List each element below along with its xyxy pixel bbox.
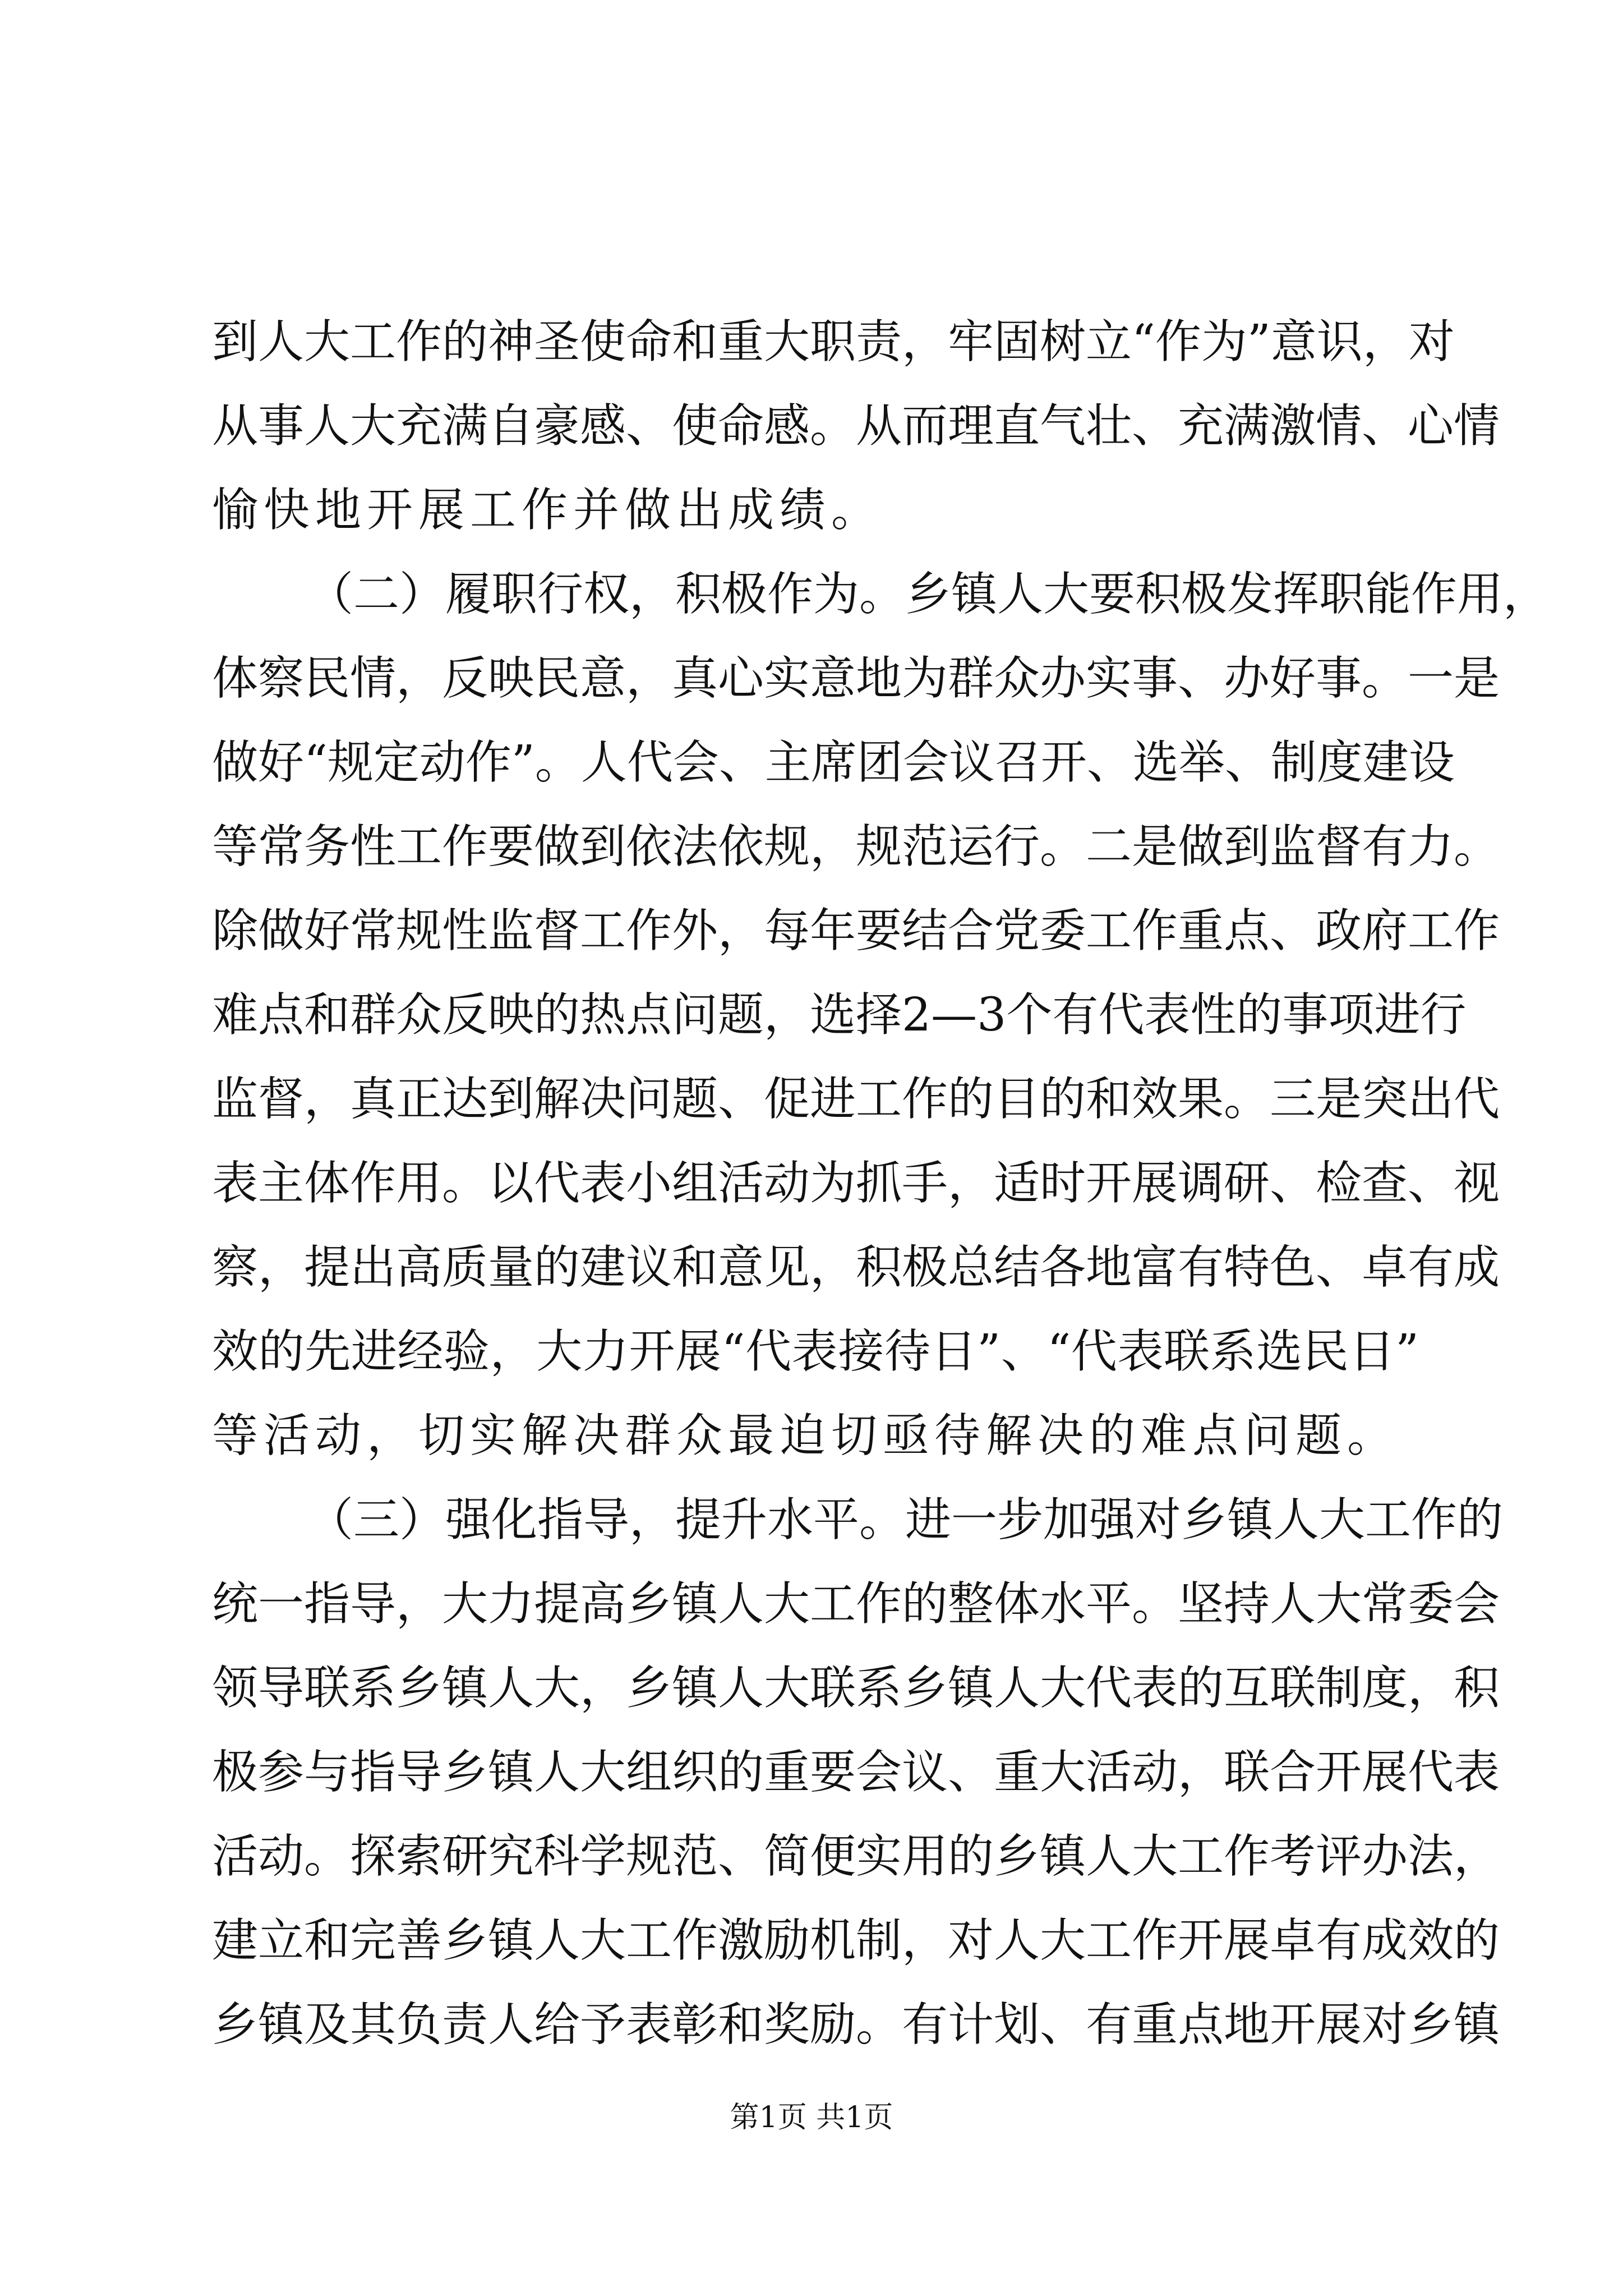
text-line: 建立和完善乡镇人大工作激励机制，对人大工作开展卓有成效的 (212, 1914, 1500, 1967)
text-line: 乡镇及其负责人给予表彰和奖励。有计划、有重点地开展对乡镇 (212, 1998, 1500, 2051)
text-line: 统一指导，大力提高乡镇人大工作的整体水平。坚持人大常委会 (212, 1577, 1500, 1631)
text-line: 除做好常规性监督工作外，每年要结合党委工作重点、政府工作 (212, 904, 1500, 958)
text-line: 活动。探索研究科学规范、简便实用的乡镇人大工作考评办法， (212, 1830, 1500, 1883)
text-line: 到人大工作的神圣使命和重大职责，牢固树立“作为”意识，对 (212, 315, 1455, 369)
page-footer: 第1页 共1页 (730, 2101, 893, 2134)
text-line: 等活动，切实解决群众最迫切亟待解决的难点问题。 (212, 1409, 1399, 1462)
text-line: 难点和群众反映的热点问题，选择2—3个有代表性的事项进行 (212, 988, 1467, 1042)
paragraph-start-line: （二）履职行权，积极作为。乡镇人大要积极发挥职能作用， (307, 568, 1550, 621)
text-line: 从事人大充满自豪感、使命感。从而理直气壮、充满激情、心情 (212, 399, 1500, 453)
text-line: 愉快地开展工作并做出成绩。 (212, 484, 883, 537)
text-line: 做好“规定动作”。人代会、主席团会议召开、选举、制度建设 (212, 736, 1455, 789)
text-line: 领导联系乡镇人大，乡镇人大联系乡镇人大代表的互联制度，积 (212, 1662, 1500, 1715)
paragraph-start-line: （三）强化指导，提升水平。进一步加强对乡镇人大工作的 (307, 1493, 1504, 1547)
text-line: 极参与指导乡镇人大组织的重要会议、重大活动，联合开展代表 (212, 1746, 1500, 1799)
text-line: 效的先进经验，大力开展“代表接待日”、“代表联系选民日” (212, 1325, 1419, 1378)
text-line: 等常务性工作要做到依法依规，规范运行。二是做到监督有力。 (212, 820, 1500, 873)
text-line: 察，提出高质量的建议和意见，积极总结各地富有特色、卓有成 (212, 1241, 1500, 1294)
text-line: 监督，真正达到解决问题、促进工作的目的和效果。三是突出代 (212, 1073, 1500, 1126)
text-line: 表主体作用。以代表小组活动为抓手，适时开展调研、检查、视 (212, 1157, 1500, 1210)
document-body (212, 300, 1550, 2067)
text-line: 体察民情，反映民意，真心实意地为群众办实事、办好事。一是 (212, 652, 1500, 705)
